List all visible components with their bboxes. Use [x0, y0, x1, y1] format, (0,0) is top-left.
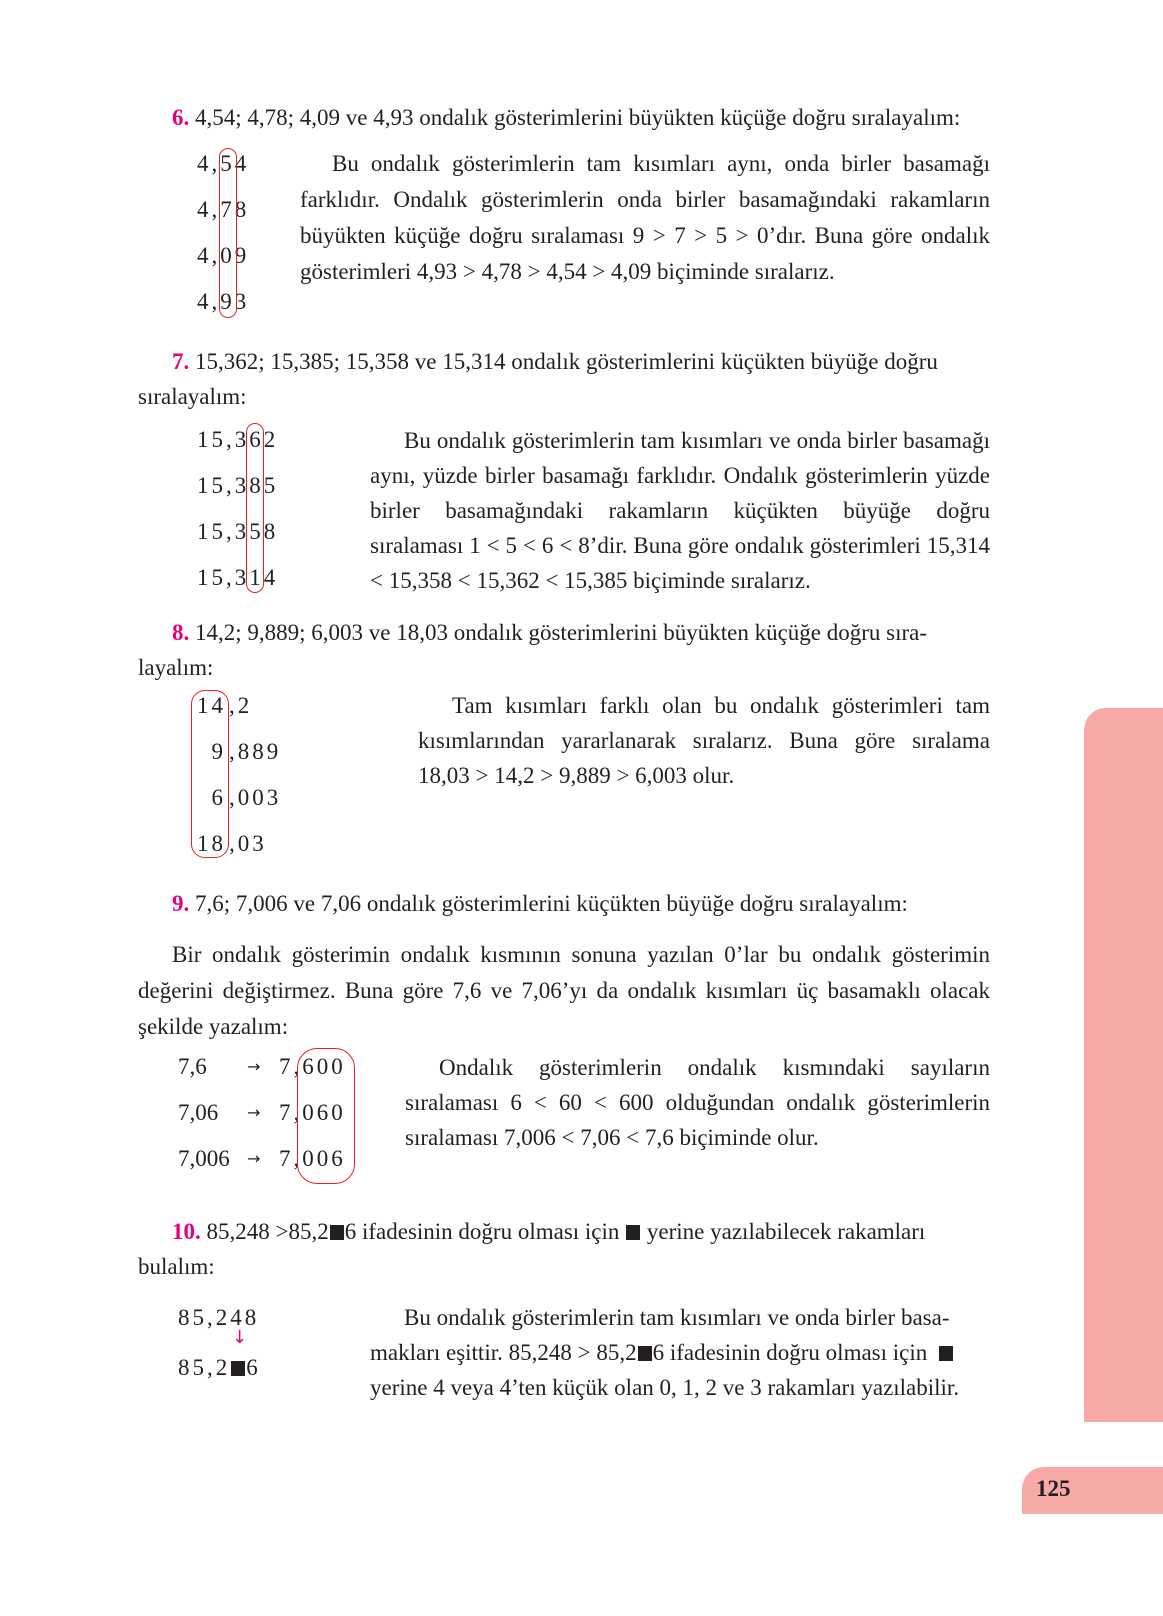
black-square-icon — [330, 1225, 344, 1240]
conversion-from: 7,006 — [178, 1146, 230, 1171]
black-square-icon — [231, 1361, 245, 1376]
page-number: 125 — [1036, 1476, 1071, 1501]
value-row: 4,09 — [197, 243, 250, 268]
value-int: 14 — [197, 693, 226, 718]
value-int: 9 — [211, 739, 226, 764]
highlight-circle — [297, 1048, 355, 1184]
value-row: 4,78 — [197, 197, 250, 222]
value-dec: ,889 — [229, 739, 282, 764]
black-square-icon — [638, 1346, 652, 1361]
highlight-circle — [246, 423, 264, 593]
example-6-number: 6. — [172, 105, 190, 130]
black-square-icon — [626, 1225, 640, 1240]
value-int: 6 — [211, 785, 226, 810]
value-dec: ,2 — [229, 693, 253, 718]
page-number-tab — [1022, 1467, 1163, 1514]
highlight-circle — [219, 148, 237, 318]
conversion-to: 7,006 — [279, 1146, 346, 1171]
example-10-prompt: 10. 85,248 >85,2 6 ifadesinin doğru olması için yerine yazılabilecek rakamları — [172, 1219, 926, 1244]
side-tab-decoration — [1084, 708, 1163, 1422]
conversion-to: 7,600 — [279, 1054, 346, 1079]
example-8-number: 8. — [172, 620, 190, 645]
value-row: 15,385 — [197, 473, 279, 498]
example-10-number: 10. — [172, 1219, 201, 1244]
value-dec: ,03 — [229, 831, 267, 856]
down-arrow-icon: ↓ — [232, 1327, 248, 1348]
example-6-prompt: 6. 4,54; 4,78; 4,09 ve 4,93 ondalık gösterimlerini büyükten küçüğe doğru sıralayalım: — [172, 105, 961, 130]
example-6-explanation: Bu ondalık gösterimlerin tam kısımları aynı, onda birler basamağı farklıdır. Ondalık gösterimlerin onda birler basamağındaki rakamların büyükten küçüğe doğru sıralaması 9 > 7 > 5 > 0’dır. Buna göre ondalık gösterimleri 4,93 > 4,78 > 4,54 > 4,09 biçiminde sıralarız. — [300, 151, 990, 284]
value-row: 15,362 — [197, 427, 279, 452]
value-int: 18 — [197, 831, 226, 856]
black-square-icon — [939, 1346, 953, 1361]
right-arrow-icon: → — [247, 1103, 261, 1122]
example-8-prompt: 8. 14,2; 9,889; 6,003 ve 18,03 ondalık gösterimlerini büyükten küçüğe doğru sıra- — [172, 620, 928, 645]
value-row: 4,54 — [197, 151, 250, 176]
right-arrow-icon: → — [247, 1057, 261, 1076]
example-7-explanation: Bu ondalık gösterimlerin tam kısımları ve onda birler basamağı aynı, yüzde birler basamağı farklıdır. Ondalık gösterimlerin yüzde birler basamağındaki rakamların küçükten büyüğe doğru sıralaması 1 < 5 < 6 < 8’dir. Buna göre ondalık gösterimleri 15,314 < 15,358 < 15,362 < 15,385 biçiminde sıralarız. — [370, 428, 990, 593]
conversion-to: 7,060 — [279, 1100, 346, 1125]
example-10-prompt-cont: bulalım: — [138, 1254, 215, 1279]
example-7-prompt-cont: sıralayalım: — [138, 384, 247, 409]
example-10-explanation-line1: Bu ondalık gösterimlerin tam kısımları ve onda birler basa- — [404, 1305, 950, 1330]
right-arrow-icon: → — [247, 1149, 261, 1168]
value-row: 15,314 — [197, 565, 279, 590]
example-9-prompt: 9. 7,6; 7,006 ve 7,06 ondalık gösterimlerini küçükten büyüğe doğru sıralayalım: — [172, 891, 908, 916]
example-9-intro: Bir ondalık gösterimin ondalık kısmının sonuna yazılan 0’lar bu ondalık gösterimin değerini değiştirmez. Buna göre 7,6 ve 7,06’yı da ondalık kısımları üç basamaklı olacak şekilde yazalım: — [138, 942, 990, 1039]
example-10-explanation-line2: makları eşittir. 85,248 > 85,2 6 ifadesinin doğru olması için — [370, 1339, 954, 1367]
value-row: 15,358 — [197, 519, 279, 544]
example-9-number: 9. — [172, 891, 190, 916]
example-10-explanation-line3: yerine 4 veya 4’ten küçük olan 0, 1, 2 ve 3 rakamları yazılabilir. — [370, 1375, 960, 1400]
conversion-from: 7,06 — [178, 1100, 219, 1125]
highlight-circle — [191, 690, 229, 858]
example-7-prompt: 7. 15,362; 15,385; 15,358 ve 15,314 ondalık gösterimlerini küçükten büyüğe doğru — [172, 349, 938, 374]
example-8-prompt-cont: layalım: — [138, 655, 214, 680]
value-row: 4,93 — [197, 289, 250, 314]
value-dec: ,003 — [229, 785, 282, 810]
conversion-from: 7,6 — [178, 1054, 207, 1079]
example-7-number: 7. — [172, 349, 190, 374]
example-9-explanation: Ondalık gösterimlerin ondalık kısmındaki sayıların sıralaması 6 < 60 < 600 olduğundan ondalık gösterimlerin sıralaması 7,006 < 7,06 < 7,6 biçiminde olur. — [405, 1055, 990, 1150]
bottom-value: 85,2 6 — [178, 1355, 261, 1380]
top-value: 85,248 — [178, 1305, 260, 1330]
example-8-explanation: Tam kısımları farklı olan bu ondalık gösterimleri tam kısımlarından yararlanarak sıralarız. Buna göre sıralama 18,03 > 14,2 > 9,889 > 6,003 olur. — [418, 693, 990, 788]
